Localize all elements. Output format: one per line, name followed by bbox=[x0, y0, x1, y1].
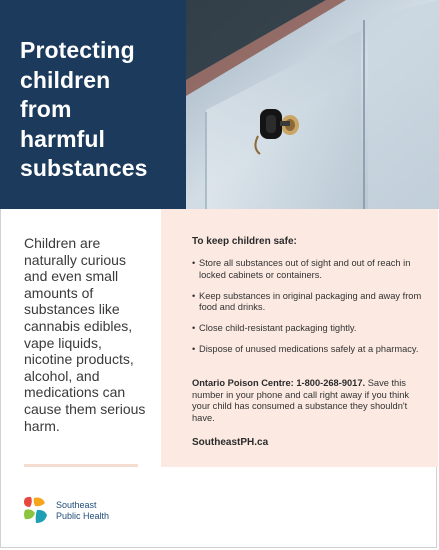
hero-title-line: children bbox=[20, 66, 111, 93]
tips-list bbox=[192, 258, 422, 366]
divider-bar bbox=[24, 464, 138, 467]
hero-title-line: substances bbox=[20, 155, 148, 181]
logo-text bbox=[56, 500, 109, 522]
poison-centre-info: Ontario Poison Centre: 1-800-268-9017. Save this number in your phone and call right away if you think your child has consumed a substance they shouldn't have. bbox=[192, 378, 410, 423]
website-link[interactable]: SoutheastPH.ca bbox=[192, 437, 269, 448]
tip-item: • Dispose of unused medications safely at a pharmacy. bbox=[192, 344, 422, 356]
tip-item: • Keep substances in original packaging and away from food and drinks. bbox=[192, 291, 422, 314]
cabinet-photo bbox=[186, 0, 439, 209]
logo-line-2: Public Health bbox=[56, 511, 110, 521]
hero-title-line: harmful bbox=[20, 125, 106, 152]
tip-item: • Close child-resistant packaging tightly. bbox=[192, 323, 422, 335]
hero-title bbox=[20, 36, 182, 184]
tips-heading: To keep children safe: bbox=[192, 236, 297, 247]
poison-centre-number: Ontario Poison Centre: 1-800-268-9017 bbox=[192, 378, 363, 388]
tip-item: • Store all substances out of sight and out of reach in locked cabinets or containers. bbox=[192, 258, 422, 281]
logo-line-1: Southeast bbox=[56, 500, 97, 510]
hero-banner bbox=[0, 0, 439, 209]
hero-title-line: Protecting bbox=[20, 37, 135, 63]
southeast-public-health-logo bbox=[22, 496, 162, 528]
intro-paragraph: Children are naturally curious and even small amounts of substances like cannabis edibles, vape liquids, nicotine products, alcohol, and medications can cause them serious harm. bbox=[24, 235, 146, 434]
hero-title-line: from bbox=[20, 96, 72, 122]
logo-mark-icon bbox=[22, 496, 50, 526]
poison-centre-text: Save this number in your phone and call right away if you think your child has consumed a substance they shouldn't have. bbox=[192, 378, 410, 423]
cabinet-illustration bbox=[186, 0, 439, 209]
